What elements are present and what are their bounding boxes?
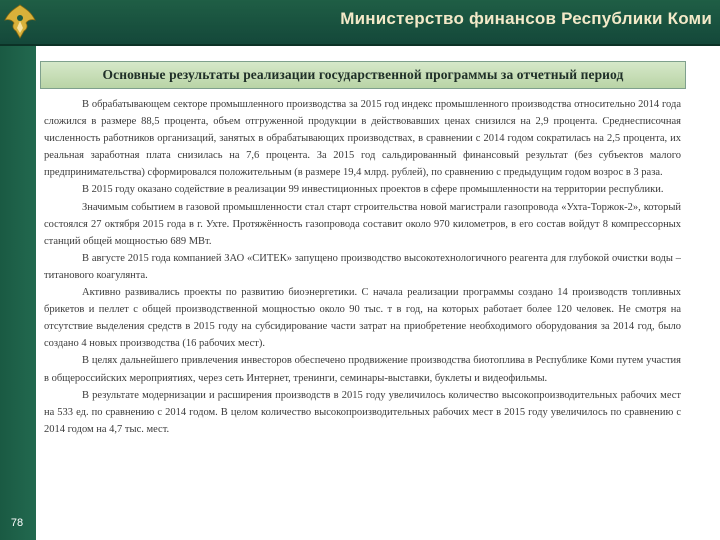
slide-title-box — [40, 61, 686, 89]
ministry-name: Министерство финансов Республики Коми — [340, 9, 712, 28]
paragraph-high-productivity-jobs: В результате модернизации и расширения производств в 2015 году увеличилось количество высокопроизводительных рабочих мест на 533 ед. по сравнению с 2014 годом. В целом количество высокопроизводительных рабочих мест в 2015 году увеличилось по сравнению с 2014 годом на 4,7 тыс. мест. — [44, 389, 681, 435]
header-bar — [0, 0, 720, 46]
paragraph-sitek-coagulant: В августе 2015 года компанией ЗАО «СИТЕК» запущено производство высокотехнологичного реагента для глубокой очистки воды – титанового коагулянта. — [44, 252, 681, 281]
left-sidebar-stripe — [0, 46, 36, 540]
paragraph-investment-projects: В 2015 году оказано содействие в реализации 99 инвестиционных проектов в сфере промышленности на территории республики. — [82, 184, 664, 196]
report-text — [44, 96, 681, 536]
coat-of-arms-emblem-icon — [0, 0, 40, 44]
paragraph-bioenergy: Активно развивались проекты по развитию биоэнергетики. С начала реализации программы создано 14 производств топливных брикетов и пеллет с общей производственной мощностью около 90 тыс. т в год, на которых работает более 120 человек. Не смотря на отсутствие выделения средств в 2015 году на субсидирование части затрат на приобретение необходимого оборудования за 2014 год, было создано 4 новых производства (16 рабочих мест). — [44, 287, 681, 350]
paragraph-gas-pipeline: Значимым событием в газовой промышленности стал старт строительства новой магистрали газопровода «Ухта-Торжок-2», который состоялся 27 октября 2015 года в г. Ухте. Протяжённость газопровода составит около 970 километров, в его состав войдут 8 компрессорных станций общей мощностью 689 МВт. — [44, 201, 681, 247]
paragraph-biofuel-promotion: В целях дальнейшего привлечения инвесторов обеспечено продвижение производства биотоплива в Республике Коми путем участия в общероссийских мероприятиях, через сеть Интернет, тренинги, семинары-выставки, буклеты и видеофильмы. — [44, 355, 681, 384]
paragraph-industry-indices: В обрабатывающем секторе промышленного производства за 2015 год индекс промышленного производства относительно 2014 года сложился в размере 88,5 процента, объем отгруженной продукции в действовавших ценах снизился на 2,9 процента. Среднесписочная численность работников организаций, занятых в обрабатывающих производствах, в сравнении с 2014 годом сократилась на 2,5 процента, их реальная заработная плата снизилась на 7,6 процента. За 2015 год сальдированный финансовый результат (без субъектов малого предпринимательства) сформировался положительным (в размере 19,4 млрд. рублей), по сравнению с предыдущим годом возрос в 3 раза. — [44, 99, 681, 179]
page-number: 78 — [10, 517, 24, 529]
slide-title: Основные результаты реализации государственной программы за отчетный период — [102, 67, 624, 82]
